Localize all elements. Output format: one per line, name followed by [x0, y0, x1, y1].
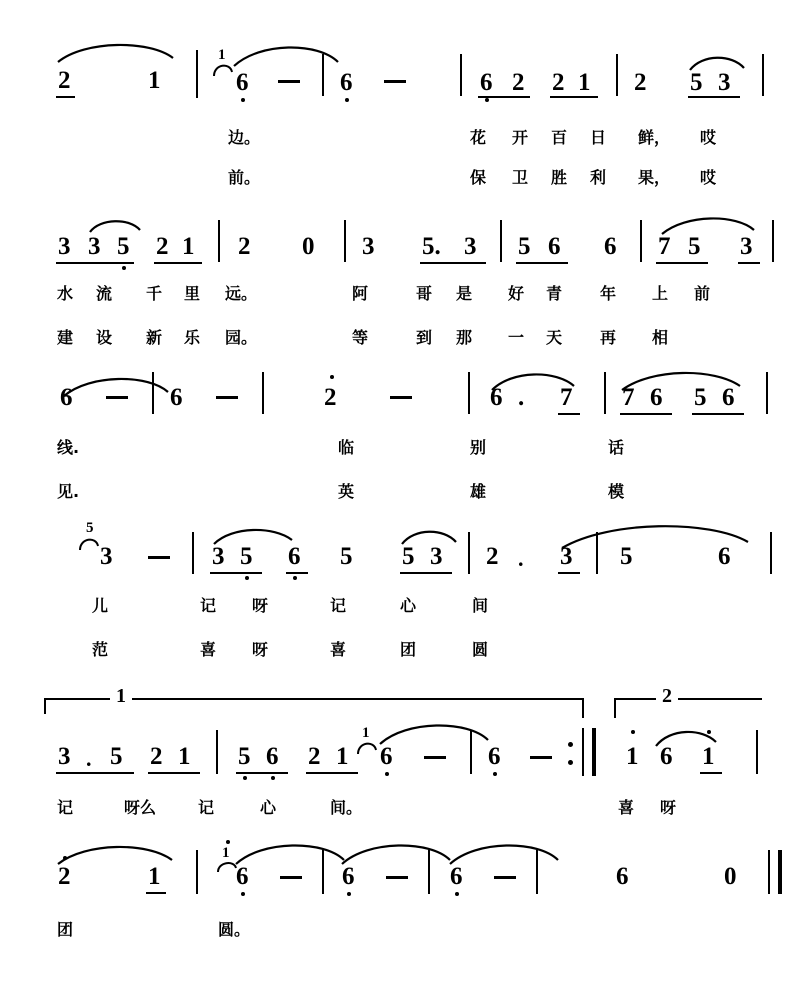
duration-dash: [424, 756, 446, 759]
note: 7: [658, 233, 671, 260]
grace-note: 1: [222, 845, 230, 861]
final-barline: [778, 850, 782, 894]
duration-dash: [384, 80, 406, 83]
note: 6: [236, 69, 249, 96]
note: 2: [634, 69, 647, 96]
beam-line: [550, 96, 598, 98]
lyric: 千: [146, 284, 163, 303]
octave-dot-low: [293, 576, 297, 580]
note: 2: [308, 743, 321, 770]
note: 6: [548, 233, 561, 260]
duration-dash: [148, 556, 170, 559]
beam-line: [516, 262, 568, 264]
lyric: 临: [338, 438, 355, 457]
note: 5: [694, 384, 707, 411]
lyric: 鲜，: [638, 128, 671, 147]
dotted-rhythm-dot: .: [518, 546, 524, 571]
beam-line: [56, 96, 75, 98]
lyric: 边。: [228, 128, 261, 147]
beam-line: [306, 772, 358, 774]
note: 3: [718, 69, 731, 96]
barline: [322, 54, 324, 96]
barline: [766, 372, 768, 414]
duration-dash: [530, 756, 552, 759]
lyric: 间。: [330, 798, 363, 817]
barline: [770, 532, 772, 574]
octave-dot-high: [707, 730, 711, 734]
repeat-dot: [568, 742, 573, 747]
octave-dot-low: [241, 98, 245, 102]
lyric: 那: [456, 328, 473, 347]
beam-line: [154, 262, 202, 264]
lyric: 心: [260, 798, 277, 817]
note: 3: [560, 543, 573, 570]
lyric: 英: [338, 482, 355, 501]
note: 1: [626, 743, 639, 770]
note: 3: [100, 543, 113, 570]
note: 3: [430, 543, 443, 570]
octave-dot-low: [243, 776, 247, 780]
lyric: 百: [551, 128, 568, 147]
octave-dot-high: [631, 730, 635, 734]
note: 0: [724, 863, 737, 890]
octave-dot-high: [63, 856, 67, 860]
duration-dash: [390, 396, 412, 399]
note: 6: [490, 384, 503, 411]
note: .: [518, 384, 525, 411]
barline: [468, 532, 470, 574]
lyric: 好: [508, 284, 525, 303]
octave-dot-low: [241, 892, 245, 896]
beam-line: [620, 413, 672, 415]
note: 5.: [422, 233, 441, 260]
ending-bracket-tick: [614, 698, 616, 718]
barline-thick: [592, 728, 596, 776]
note: 2: [58, 67, 71, 94]
note: 6: [288, 543, 301, 570]
lyric: 乐: [184, 328, 201, 347]
lyric: 呀: [660, 798, 677, 817]
octave-dot-low: [347, 892, 351, 896]
note: 5: [620, 543, 633, 570]
lyric: 哎: [700, 168, 717, 187]
lyric: 记: [198, 798, 215, 817]
beam-line: [420, 262, 486, 264]
beam-line: [210, 572, 262, 574]
beam-line: [738, 262, 760, 264]
lyric: 是: [456, 284, 473, 303]
ending-label: 1: [110, 686, 132, 706]
lyric: 一: [508, 328, 525, 347]
barline: [262, 372, 264, 414]
ending-bracket-tick: [582, 698, 584, 718]
lyric: 记: [330, 596, 347, 615]
barline: [500, 220, 502, 262]
note: 3: [740, 233, 753, 260]
lyric: 哥: [416, 284, 433, 303]
lyric: 团: [400, 640, 417, 659]
slur-icon: [448, 838, 560, 866]
lyric: 新: [146, 328, 163, 347]
note: 2: [486, 543, 499, 570]
note: 6: [340, 69, 353, 96]
slur-icon: [340, 838, 452, 866]
lyric: 水: [57, 284, 74, 303]
note: 6: [488, 743, 501, 770]
barline: [756, 730, 758, 774]
lyric: 设: [96, 328, 113, 347]
note: 2: [58, 863, 71, 890]
lyric: 远。: [225, 284, 258, 303]
lyric: 圆: [472, 640, 489, 659]
lyric: 喜: [200, 640, 217, 659]
lyric: 圆。: [218, 920, 251, 939]
lyric: 相: [652, 328, 669, 347]
note: 3: [212, 543, 225, 570]
note: 2: [150, 743, 163, 770]
lyric: 阿: [352, 284, 369, 303]
lyric: 保: [470, 168, 487, 187]
beam-line: [400, 572, 452, 574]
lyric: 呀么: [124, 798, 157, 817]
duration-dash: [216, 396, 238, 399]
beam-line: [286, 572, 308, 574]
note: 3: [362, 233, 375, 260]
beam-line: [56, 262, 134, 264]
beam-line: [692, 413, 744, 415]
note: 6: [616, 863, 629, 890]
slur-icon: [88, 216, 144, 234]
note: 6: [718, 543, 731, 570]
lyric: 呀: [252, 596, 269, 615]
note: 5: [688, 233, 701, 260]
beam-line: [148, 772, 200, 774]
grace-curl-icon: [78, 532, 102, 554]
slur-icon: [234, 838, 346, 866]
barline: [604, 372, 606, 414]
note: 6: [660, 743, 673, 770]
duration-dash: [280, 876, 302, 879]
lyric: 到: [416, 328, 433, 347]
beam-line: [558, 572, 580, 574]
note: 2: [156, 233, 169, 260]
barline: [428, 850, 430, 894]
note: 6: [480, 69, 493, 96]
lyric: 见.: [57, 482, 80, 501]
lyric: 园。: [225, 328, 258, 347]
octave-dot-low: [493, 772, 497, 776]
note: 2: [512, 69, 525, 96]
note: 5: [340, 543, 353, 570]
octave-dot-low: [485, 98, 489, 102]
ending-bracket-tick: [44, 698, 46, 714]
note: 6: [170, 384, 183, 411]
octave-dot-low: [122, 266, 126, 270]
ending-bracket-2: [614, 698, 762, 700]
note: 6: [236, 863, 249, 890]
barline: [536, 850, 538, 894]
lyric: 哎: [700, 128, 717, 147]
lyric: 前。: [228, 168, 261, 187]
barline: [772, 220, 774, 262]
lyric: 利: [590, 168, 607, 187]
note: 2: [552, 69, 565, 96]
note: 6: [380, 743, 393, 770]
lyric: 喜: [330, 640, 347, 659]
octave-dot-low: [245, 576, 249, 580]
lyric: 别: [470, 438, 487, 457]
slur-icon: [378, 718, 490, 746]
barline: [322, 850, 324, 894]
beam-line: [558, 413, 580, 415]
lyric: 日: [590, 128, 607, 147]
note: 1: [578, 69, 591, 96]
barline: [596, 532, 598, 574]
note: 5: [117, 233, 130, 260]
note: 5: [240, 543, 253, 570]
barline: [762, 54, 764, 96]
note: 6: [650, 384, 663, 411]
grace-note: 5: [86, 520, 94, 536]
beam-line: [700, 772, 722, 774]
octave-dot-high: [226, 840, 230, 844]
lyric: 建: [57, 328, 74, 347]
duration-dash: [386, 876, 408, 879]
lyric: 里: [184, 284, 201, 303]
note: 1: [702, 743, 715, 770]
beam-line: [146, 892, 166, 894]
lyric: 心: [400, 596, 417, 615]
lyric: 记: [200, 596, 217, 615]
barline: [344, 220, 346, 262]
barline: [468, 372, 470, 414]
note: 1: [182, 233, 195, 260]
grace-curl-icon: [356, 736, 380, 758]
note: 5: [110, 743, 123, 770]
barline: [192, 532, 194, 574]
note: 3: [58, 233, 71, 260]
duration-dash: [278, 80, 300, 83]
repeat-dot: [568, 760, 573, 765]
octave-dot-low: [271, 776, 275, 780]
note: 6: [604, 233, 617, 260]
lyric: 上: [652, 284, 669, 303]
lyric: 前: [694, 284, 711, 303]
lyric: 青: [546, 284, 563, 303]
grace-note: 1: [362, 725, 370, 741]
note: 7: [560, 384, 573, 411]
duration-dash: [106, 396, 128, 399]
barline: [640, 220, 642, 262]
octave-dot-high: [330, 375, 334, 379]
lyric: 胜: [551, 168, 568, 187]
barline: [460, 54, 462, 96]
octave-dot-low: [455, 892, 459, 896]
lyric: 果，: [638, 168, 671, 187]
note: 1: [178, 743, 191, 770]
lyric: 记: [57, 798, 74, 817]
beam-line: [656, 262, 708, 264]
lyric: 天: [546, 328, 563, 347]
note: 5: [690, 69, 703, 96]
octave-dot-low: [385, 772, 389, 776]
lyric: 模: [608, 482, 625, 501]
note: 5: [238, 743, 251, 770]
grace-note: 1: [218, 47, 226, 63]
beam-line: [56, 772, 134, 774]
note: 3: [58, 743, 71, 770]
lyric: 花: [470, 128, 487, 147]
note: 6: [342, 863, 355, 890]
note: 3: [464, 233, 477, 260]
note: 3: [88, 233, 101, 260]
octave-dot-low: [345, 98, 349, 102]
lyric: 话: [608, 438, 625, 457]
note: 5: [402, 543, 415, 570]
lyric: 再: [600, 328, 617, 347]
dotted-rhythm-dot: .: [86, 746, 92, 771]
lyric: 卫: [512, 168, 529, 187]
note: 2: [238, 233, 251, 260]
slur-icon: [55, 38, 175, 64]
lyric: 间: [472, 596, 489, 615]
note: 6: [722, 384, 735, 411]
lyric: 线.: [57, 438, 80, 457]
lyric: 等: [352, 328, 369, 347]
lyric: 团: [57, 920, 74, 939]
note: 1: [148, 67, 161, 94]
lyric: 年: [600, 284, 617, 303]
note: 7: [622, 384, 635, 411]
beam-line: [688, 96, 740, 98]
barline: [470, 730, 472, 774]
lyric: 喜: [618, 798, 635, 817]
ending-label: 2: [656, 686, 678, 706]
note: 1: [148, 863, 161, 890]
note: 0: [302, 233, 315, 260]
lyric: 雄: [470, 482, 487, 501]
note: 1: [336, 743, 349, 770]
note: 6: [266, 743, 279, 770]
lyric: 儿: [92, 596, 109, 615]
note: 6: [60, 384, 73, 411]
note: 2: [324, 384, 337, 411]
beam-line: [478, 96, 530, 98]
lyric: 范: [92, 640, 109, 659]
barline: [582, 728, 584, 776]
beam-line: [236, 772, 288, 774]
barline: [152, 372, 154, 414]
lyric: 开: [512, 128, 529, 147]
lyric: 流: [96, 284, 113, 303]
barline: [216, 730, 218, 774]
barline: [196, 50, 198, 98]
barline: [768, 850, 770, 894]
barline: [196, 850, 198, 894]
note: 5: [518, 233, 531, 260]
lyric: 呀: [252, 640, 269, 659]
note: 6: [450, 863, 463, 890]
barline: [616, 54, 618, 96]
duration-dash: [494, 876, 516, 879]
barline: [218, 220, 220, 262]
